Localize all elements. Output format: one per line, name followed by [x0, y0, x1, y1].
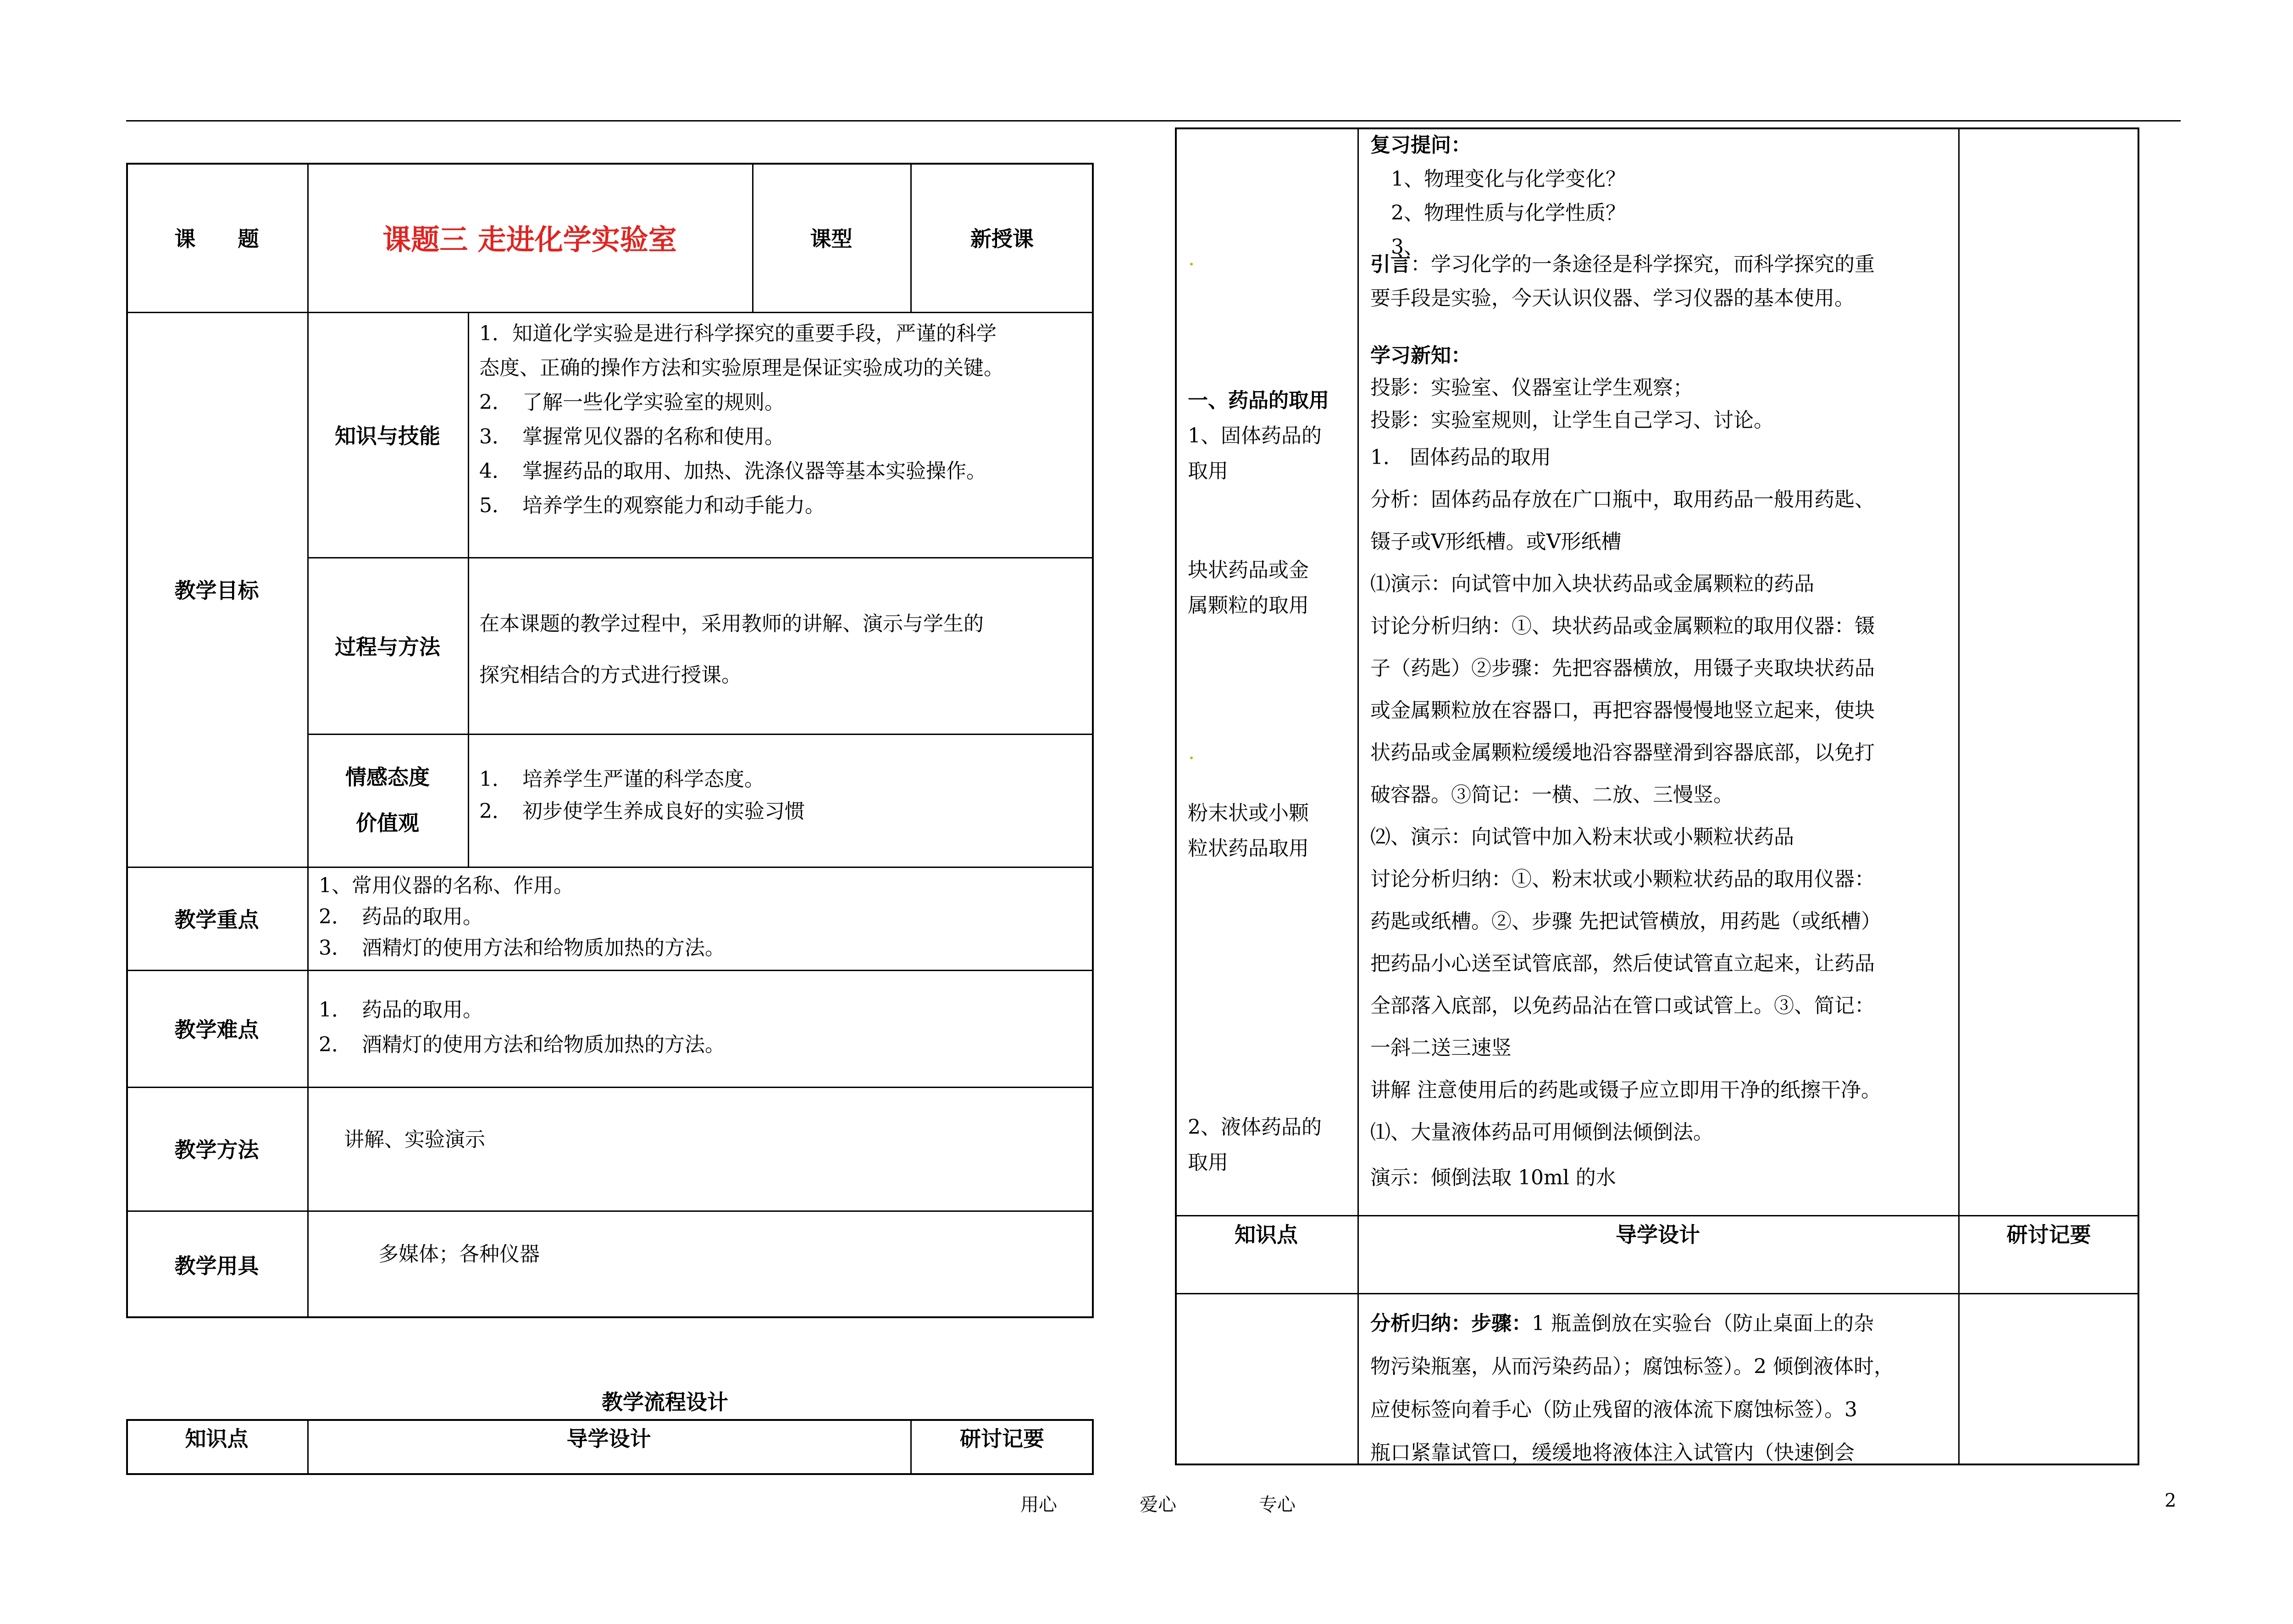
method-value: 讲解、实验演示	[344, 1128, 485, 1151]
analysis-block: 分析归纳：步骤：1 瓶盖倒放在实验台（防止桌面上的杂 物污染瓶塞，从而污染药品）；腐蚀标签）。2 倾倒液体时， 应使标签向着手心（防止残留的液体流下腐蚀标签）。3 瓶口紧靠试管口，缓缓地将液体注入试管内（快速倒会	[1370, 1312, 1894, 1464]
difficulties-label: 教学难点	[174, 1017, 259, 1042]
design-body: 投影：实验室、仪器室让学生观察； 投影：实验室规则，让学生自己学习、讨论。 1． 固体药品的取用 分析：固体药品存放在广口瓶中，取用药品一般用药匙、 镊子或Ⅴ形纸槽。或Ⅴ形纸槽 ⑴演示：向试管中加入块状药品或金属颗粒的药品 讨论分析归纳：①、块状药品或金属颗粒的取用仪器：镊 子（药匙）②步骤：先把容器横放，用镊子夹取块状药品 或金属颗粒放在容器口，再把容器慢慢地竖立起来，使块 状药品或金属颗粒缓缓地沿容器壁滑到容器底部，以免打 破容器。③简记：一横、二放、三慢竖。 ⑵、演示：向试管中加入粉末状或小颗粒状药品 讨论分析归纳：①、粉末状或小颗粒状药品的取用仪器： 药匙或纸槽。②、步骤 先把试管横放，用药匙（或纸槽） 把药品小心送至试管底部，然后使试管直立起来，让药品 全部落入底部，以免药品沾在管口或试管上。③、简记： 一斜二送三速竖 讲解 注意使用后的药匙或镊子应立即用干净的纸擦干净。 ⑴、大量液体药品可用倾倒法倾倒法。 演示：倾倒法取 10ml 的水	[1370, 376, 1881, 1189]
right-header-notes: 研讨记要	[2006, 1222, 2091, 1247]
type-label: 课型	[810, 226, 853, 251]
process-label: 过程与方法	[335, 634, 440, 659]
kp-block: 块状药品或金 属颗粒的取用	[1188, 558, 1309, 617]
knowledge-text: 1．知道化学实验是进行科学探究的重要手段，严谨的科学 态度、正确的操作方法和实验原理是保证实验成功的关键。 2． 了解一些化学实验室的规则。 3． 掌握常见仪器的名称和使用。 4． 掌握药品的取用、加热、洗涤仪器等基本实验操作。 5． 培养学生的观察能力和动手能力。	[479, 322, 1004, 517]
knowledge-label: 知识与技能	[335, 423, 440, 448]
process-text: 在本课题的教学过程中，采用教师的讲解、演示与学生的 探究相结合的方式进行授课。	[479, 612, 984, 687]
page-number: 2	[2165, 1490, 2177, 1511]
review-block: 复习提问： 1、物理变化与化学变化？ 2、物理性质与化学性质？ 3、	[1370, 133, 1626, 259]
lesson-title: 课题三 走进化学实验室	[382, 223, 677, 256]
flow-header-design: 导学设计	[566, 1426, 651, 1451]
key-points-label: 教学重点	[174, 907, 259, 932]
tools-label: 教学用具	[174, 1253, 259, 1278]
flow-title: 教学流程设计	[602, 1390, 728, 1414]
footer-motto: 用心 爱心 专心	[1020, 1494, 1296, 1515]
flow-header-notes: 研讨记要	[960, 1426, 1044, 1451]
right-header-design: 导学设计	[1616, 1222, 1700, 1247]
emotion-text: 1． 培养学生严谨的科学态度。 2． 初步使学生养成良好的实验习惯	[479, 768, 805, 823]
flow-header-knowledge: 知识点	[185, 1426, 249, 1451]
header-rule	[126, 120, 2181, 122]
topic-label: 课 题	[174, 226, 259, 251]
tools-value: 多媒体；各种仪器	[378, 1243, 540, 1266]
intro-block: 引言：学习化学的一条途径是科学探究，而科学探究的重 要手段是实验，今天认识仪器、学习仪器的基本使用。	[1370, 253, 1875, 310]
difficulties-text: 1． 药品的取用。 2． 酒精灯的使用方法和给物质加热的方法。	[319, 998, 725, 1056]
emotion-label: 情感态度 价值观	[345, 765, 430, 835]
kp-liquid: 2、液体药品的 取用	[1188, 1116, 1322, 1174]
key-points-text: 1、常用仪器的名称、作用。 2． 药品的取用。 3． 酒精灯的使用方法和给物质加热的方法。	[319, 874, 725, 960]
type-value: 新授课	[970, 226, 1034, 251]
method-label: 教学方法	[174, 1138, 259, 1162]
kp-drugs: 一、药品的取用 1、固体药品的 取用	[1188, 389, 1329, 483]
right-header-knowledge: 知识点	[1235, 1222, 1298, 1247]
objectives-label: 教学目标	[174, 578, 259, 603]
kp-powder: 粉末状或小颗 粒状药品取用	[1188, 801, 1309, 860]
new-knowledge-title: 学习新知：	[1370, 344, 1471, 367]
